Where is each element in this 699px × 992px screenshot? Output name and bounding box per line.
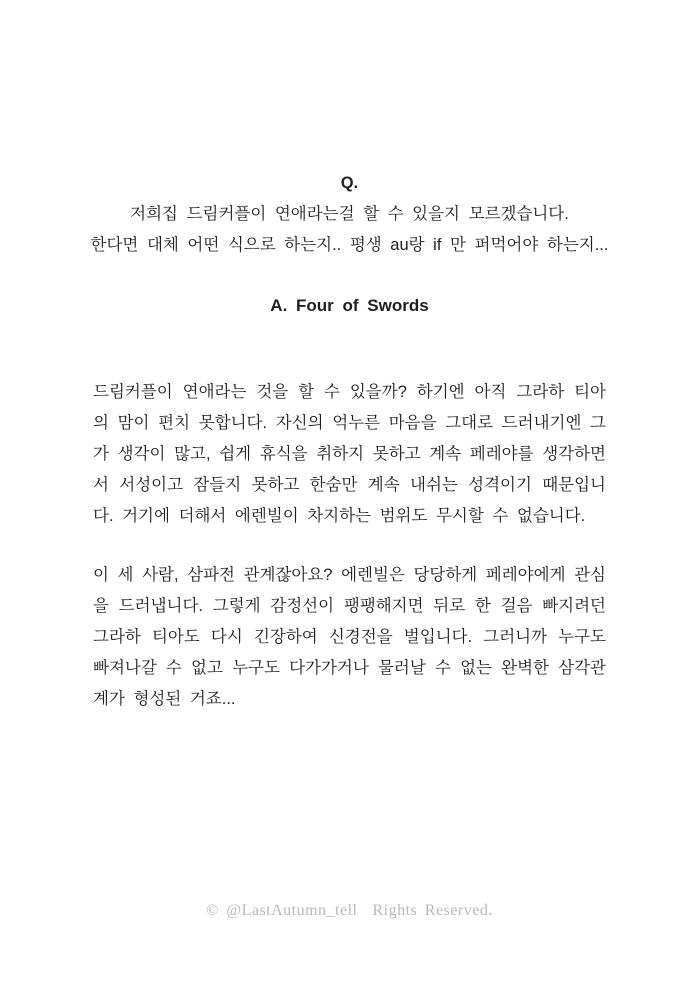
question-line-1: 저희집 드림커플이 연애라는걸 할 수 있을지 모르겠습니다. [130, 205, 569, 223]
answer-heading: A. Four of Swords [270, 296, 429, 315]
question-label: Q. [340, 174, 359, 192]
body-paragraph-2: 이 세 사람, 삼파전 관계잖아요? 에렌빌은 당당하게 페레야에게 관심을 드러냅니다. 그렇게 감정선이 팽팽해지면 뒤로 한 걸음 빠지려던 그라하 티아도 다시 긴장하여 신경전을 벌입니다. 그러니까 누구도 빠져나갈 수 없고 누구도 다가가거나 물러날 수 없는 완벽한 삼각관계가 형성된 거죠... [93, 566, 606, 708]
question-line-2: 한다면 대체 어떤 식으로 하는지.. 평생 au랑 if 만 퍼먹어야 하는지... [90, 236, 609, 254]
body-paragraph-1: 드림커플이 연애라는 것을 할 수 있을까? 하기엔 아직 그라하 티아의 맘이 편치 못합니다. 자신의 억누른 마음을 그대로 드러내기엔 그가 생각이 많고, 쉽게 휴식을 취하지 못하고 계속 페레야를 생각하면서 서성이고 잠들지 못하고 한숨만 계속 내쉬는 성격이기 때문입니다. 거기에 더해서 에렌빌이 차지하는 범위도 무시할 수 없습니다. [93, 383, 606, 525]
reading-body [93, 377, 606, 715]
copyright-footer: © @LastAutumn_tell Rights Reserved. [206, 902, 493, 919]
question-block [0, 168, 699, 261]
